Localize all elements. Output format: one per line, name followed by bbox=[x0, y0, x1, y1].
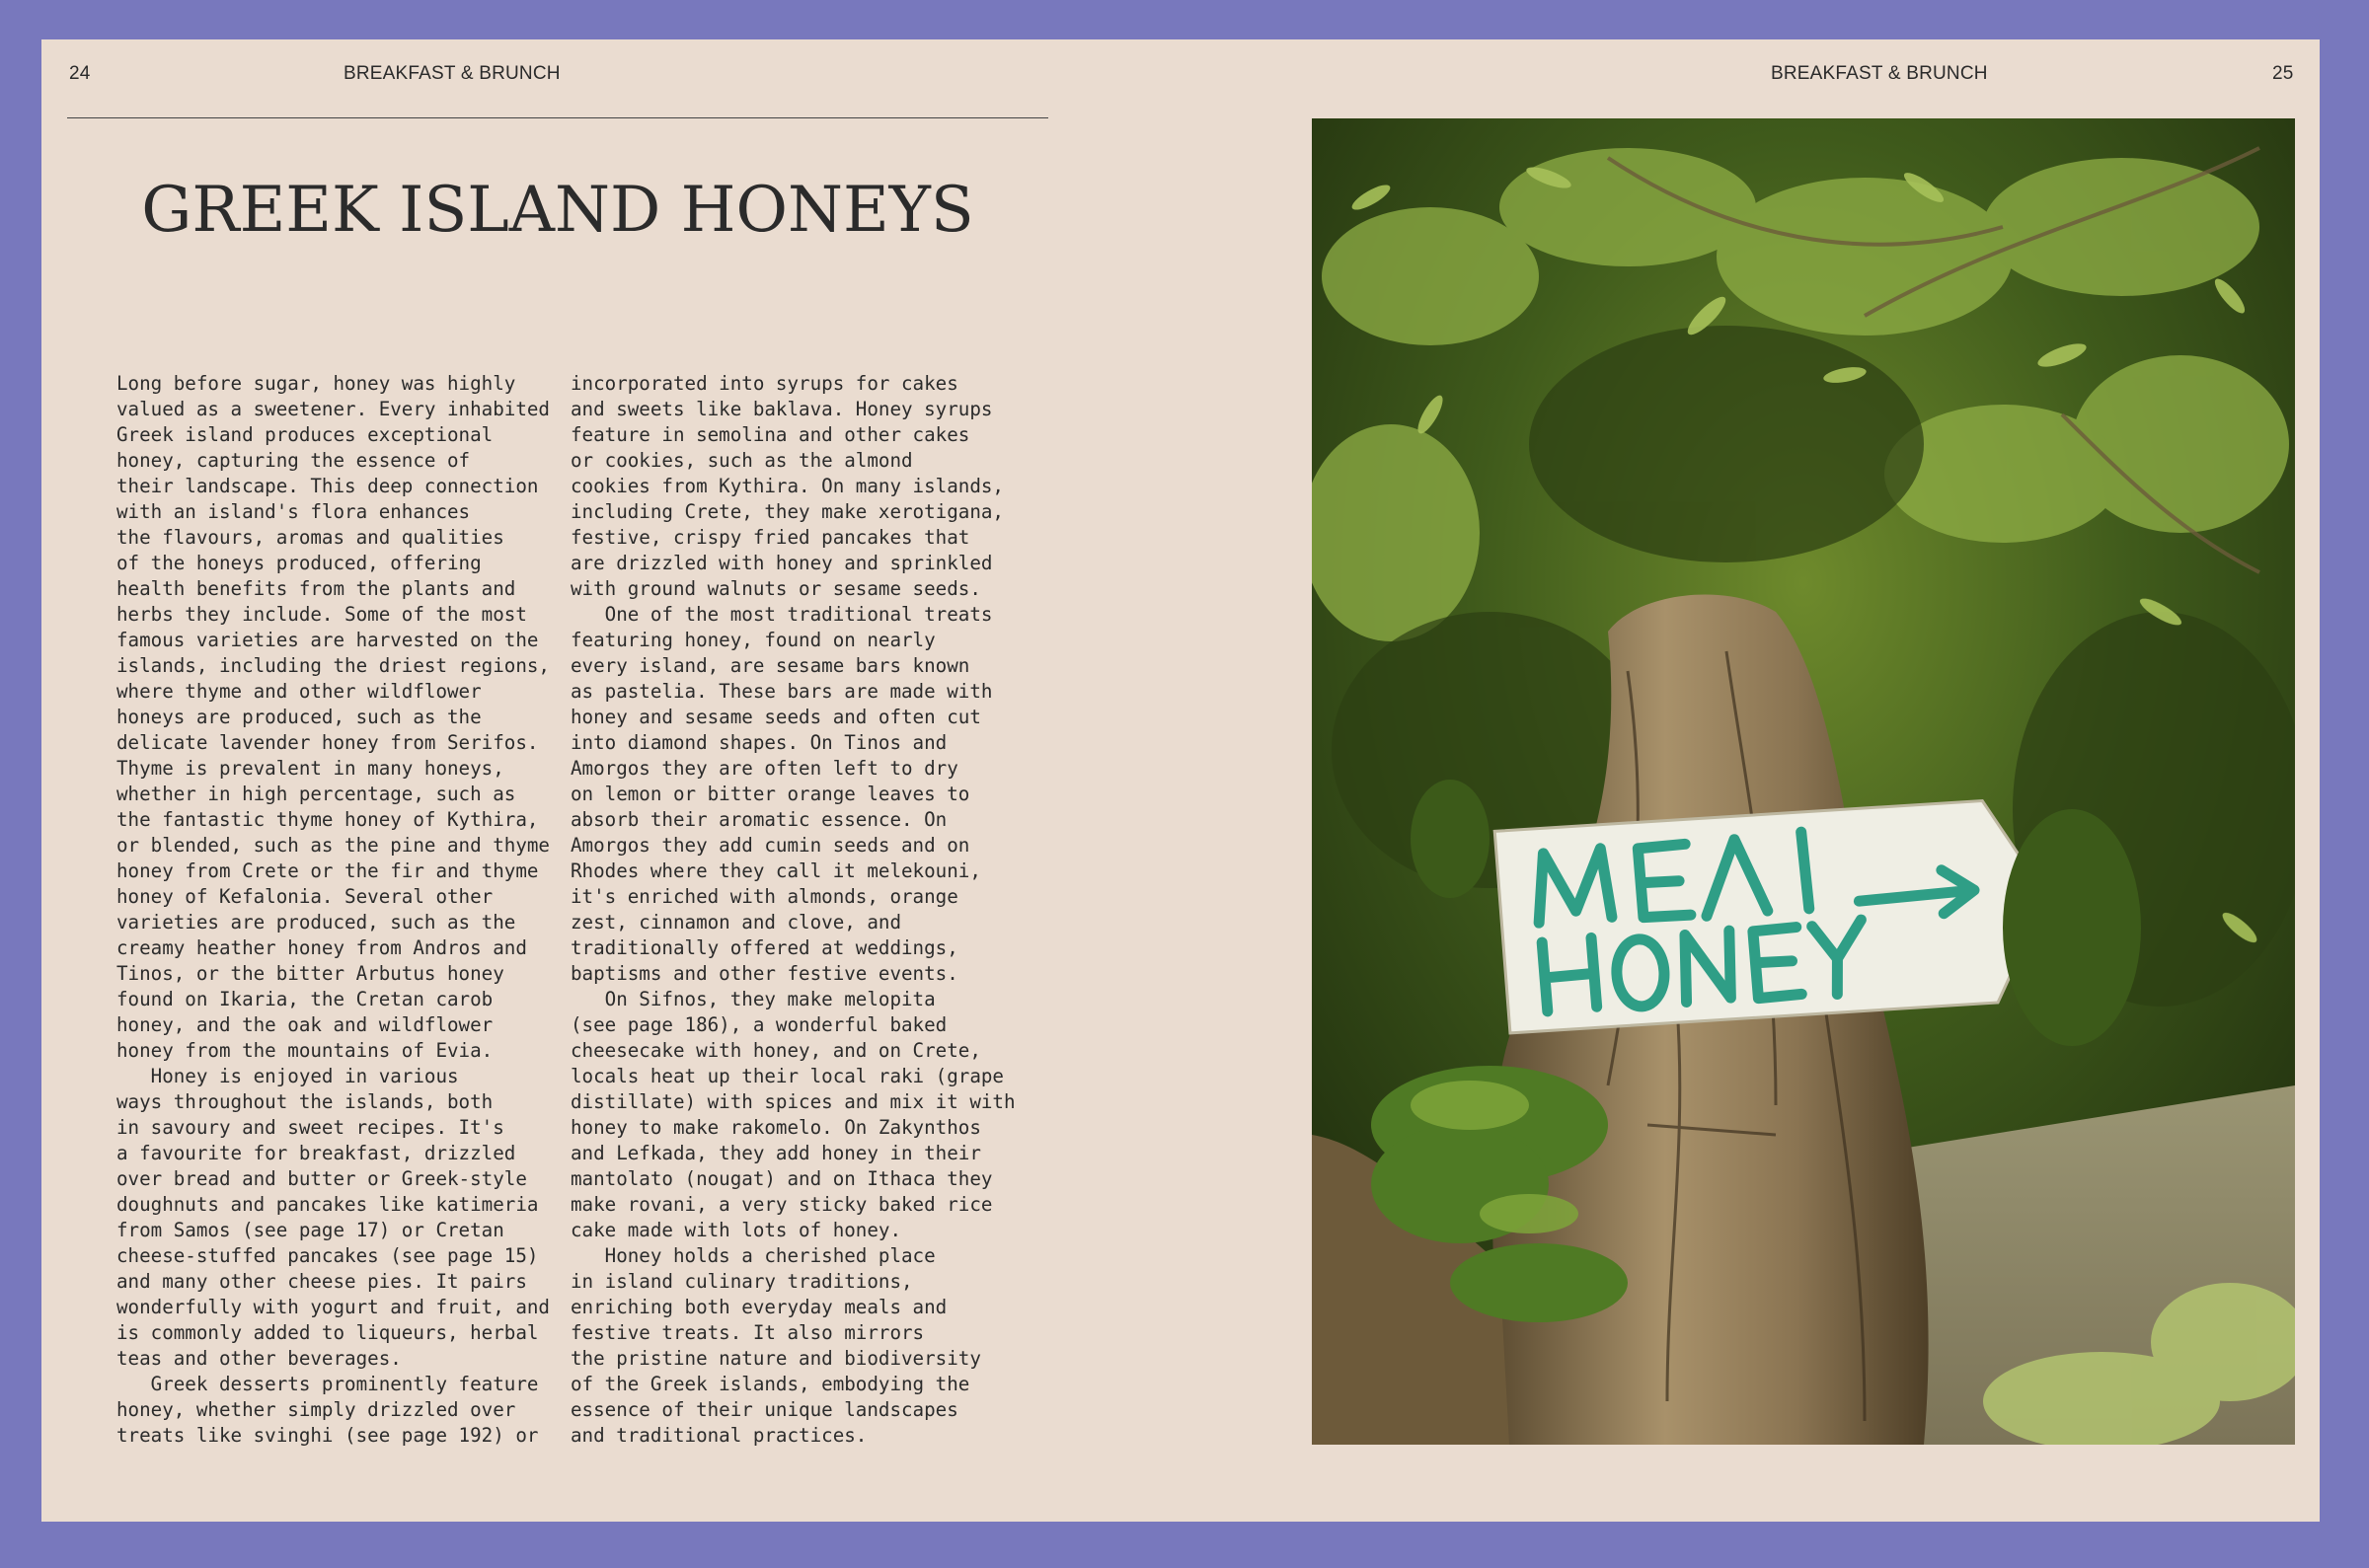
page-number-right: 25 bbox=[2272, 63, 2294, 84]
page-title: GREEK ISLAND HONEYS bbox=[141, 174, 974, 247]
text-column-2: incorporated into syrups for cakes and sweets like baklava. Honey syrups feature in semolina and other cakes or cookies, such as the almond cookies from Kythira. On many islands, including Crete, they make xerotigana, festive, crispy fried pancakes that are drizzled with honey and sprinkled with ground walnuts or sesame seeds. One of the most traditional treats featuring honey, found on nearly every island, are sesame bars known as pastelia. These bars are made with honey and sesame seeds and often cut into diamond shapes. On Tinos and Amorgos they are often left to dry on lemon or bitter orange leaves to absorb their aromatic essence. On Amorgos they add cumin seeds and on Rhodes where they call it melekouni, it's enriched with almonds, orange zest, cinnamon and clove, and traditionally offered at weddings, baptisms and other festive events. On Sifnos, they make melopita (see page 186), a wonderful baked cheesecake with honey, and on Crete, locals heat up their local raki (grape distillate) with spices and mix it with honey to make rakomelo. On Zakynthos and Lefkada, they add honey in their mantolato (nougat) and on Ithaca they make rovani, a very sticky baked rice cake made with lots of honey. Honey holds a cherished place in island culinary traditions, enriching both everyday meals and festive treats. It also mirrors the pristine nature and biodiversity of the Greek islands, embodying the essence of their unique landscapes and traditional practices. bbox=[571, 372, 1016, 1447]
running-head-left: BREAKFAST & BRUNCH bbox=[344, 63, 561, 84]
page-number-left: 24 bbox=[69, 63, 91, 84]
book-spread bbox=[41, 39, 2320, 1522]
header-rule bbox=[67, 117, 1048, 118]
running-head-right: BREAKFAST & BRUNCH bbox=[1771, 63, 1988, 84]
text-column-1: Long before sugar, honey was highly valued as a sweetener. Every inhabited Greek island produces exceptional honey, capturing the essence of their landscape. This deep connection with an island's flora enhances the flavours, aromas and qualities of the honeys produced, offering health benefits from the plants and herbs they include. Some of the most famous varieties are harvested on the islands, including the driest regions, where thyme and other wildflower honeys are produced, such as the delicate lavender honey from Serifos. Thyme is prevalent in many honeys, whether in high percentage, such as the fantastic thyme honey of Kythira, or blended, such as the pine and thyme honey from Crete or the fir and thyme honey of Kefalonia. Several other varieties are produced, such as the creamy heather honey from Andros and Tinos, or the bitter Arbutus honey found on Ikaria, the Cretan carob honey, and the oak and wildflower honey from the mountains of Evia. Honey is enjoyed in various ways throughout the islands, both in savoury and sweet recipes. It's a favourite for breakfast, drizzled over bread and butter or Greek-style doughnuts and pancakes like katimeria from Samos (see page 17) or Cretan cheese-stuffed pancakes (see page 15) and many other cheese pies. It pairs wonderfully with yogurt and fruit, and is commonly added to liqueurs, herbal teas and other beverages. Greek desserts prominently feature honey, whether simply drizzled over treats like svinghi (see page 192) or bbox=[116, 372, 550, 1447]
honey-sign-photo bbox=[1312, 118, 2295, 1445]
